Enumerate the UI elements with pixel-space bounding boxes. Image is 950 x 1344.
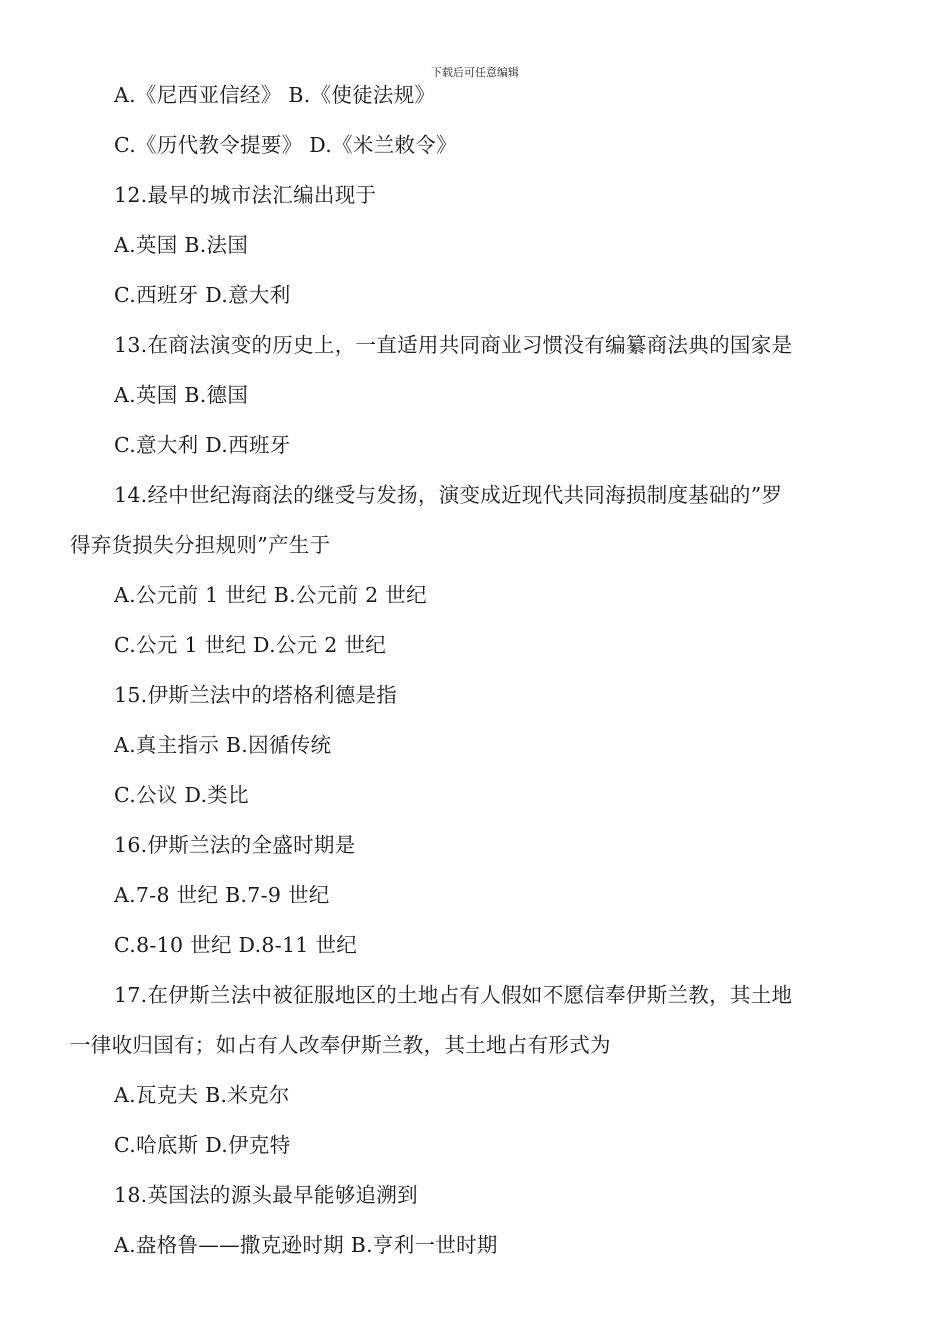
text-line: C.公议 D.类比 [114, 783, 249, 807]
question-line: 18.英国法的源头最早能够追溯到 [114, 1183, 418, 1207]
text-line: A.真主指示 B.因循传统 [114, 733, 332, 757]
question-line-continued: 一律收归国有；如占有人改奉伊斯兰教，其土地占有形式为 [70, 1033, 611, 1057]
text-line: C.意大利 D.西班牙 [114, 433, 291, 457]
question-line: 12.最早的城市法汇编出现于 [114, 183, 377, 207]
question-line: 16.伊斯兰法的全盛时期是 [114, 833, 356, 857]
question-line: 13.在商法演变的历史上，一直适用共同商业习惯没有编纂商法典的国家是 [114, 333, 793, 357]
text-line: A.盎格鲁——撒克逊时期 B.亨利一世时期 [114, 1233, 498, 1257]
text-line: C.8-10 世纪 D.8-11 世纪 [114, 933, 358, 957]
text-line: A.瓦克夫 B.米克尔 [114, 1083, 290, 1107]
document-body [70, 70, 870, 1270]
text-line: C.西班牙 D.意大利 [114, 283, 291, 307]
question-line-continued: 得弃货损失分担规则”产生于 [70, 533, 331, 557]
question-line: 17.在伊斯兰法中被征服地区的土地占有人假如不愿信奉伊斯兰教，其土地 [114, 983, 793, 1007]
text-line: A.《尼西亚信经》 B.《使徒法规》 [114, 83, 436, 107]
question-line: 14.经中世纪海商法的继受与发扬，演变成近现代共同海损制度基础的”罗 [114, 483, 783, 507]
question-line: 15.伊斯兰法中的塔格利德是指 [114, 683, 398, 707]
text-line: C.公元 1 世纪 D.公元 2 世纪 [114, 633, 387, 657]
text-line: A.7-8 世纪 B.7-9 世纪 [114, 883, 330, 907]
text-line: A.英国 B.法国 [114, 233, 249, 257]
text-line: A.英国 B.德国 [114, 383, 249, 407]
text-line: C.哈底斯 D.伊克特 [114, 1133, 291, 1157]
page-header-note: 下载后可任意编辑 [431, 66, 519, 79]
text-line: C.《历代教令提要》 D.《米兰敕令》 [114, 133, 457, 157]
text-line: A.公元前 1 世纪 B.公元前 2 世纪 [114, 583, 427, 607]
